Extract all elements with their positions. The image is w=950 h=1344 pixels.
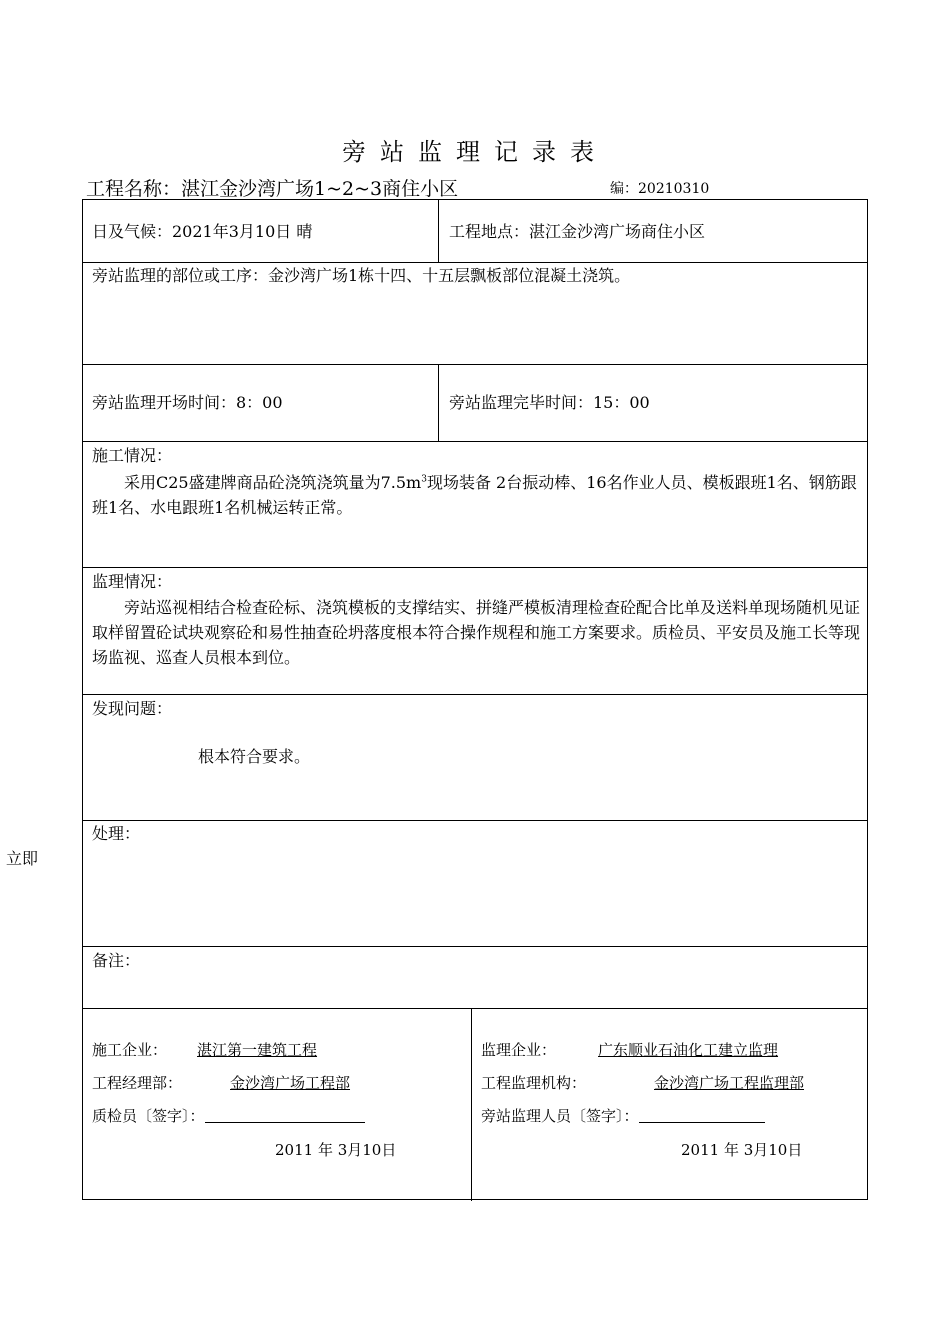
project-location: 工程地点：湛江金沙湾广场商住小区 bbox=[449, 222, 706, 241]
supervisor-company-label: 监理企业： bbox=[481, 1041, 557, 1059]
project-name: 工程名称：湛江金沙湾广场1~2~3商住小区 bbox=[86, 178, 459, 200]
contractor-dept bbox=[92, 1073, 398, 1093]
column-divider bbox=[438, 200, 439, 262]
contractor-company bbox=[92, 1040, 317, 1060]
remarks-label: 备注： bbox=[92, 951, 141, 970]
supervisor-signature-line[interactable] bbox=[639, 1107, 765, 1123]
handling-label: 处理： bbox=[92, 824, 141, 843]
supervision-text: 旁站巡视相结合检查砼标、浇筑模板的支撑结实、拼缝严模板清理检查砼配合比单及送料单现场随机见证取样留置砼试块观察砼和易性抽查砼坍落度根本符合操作规程和施工方案要求。质检员、平安员及施工长等现场监视、巡查人员根本到位。 bbox=[92, 598, 861, 667]
row-divider bbox=[83, 820, 867, 821]
contractor-inspector bbox=[92, 1106, 365, 1126]
row-divider bbox=[83, 1008, 867, 1009]
problems-text: 根本符合要求。 bbox=[198, 747, 311, 766]
date-weather: 日及气候：2021年3月10日 晴 bbox=[92, 222, 313, 241]
supervisor-org-label: 工程监理机构： bbox=[481, 1074, 587, 1092]
supervisor-org bbox=[481, 1073, 804, 1093]
row-divider bbox=[83, 694, 867, 695]
construction-text-b: 现场装备 2台振动棒、16名作业人员、模板跟班1名、钢筋跟班1名、水电跟班1名机械运转正常。 bbox=[92, 473, 857, 517]
column-divider bbox=[438, 364, 439, 441]
page-title: 旁站监理记录表 bbox=[342, 138, 608, 166]
superscript-cubed: 3 bbox=[421, 474, 427, 485]
supervisor-date: 2011 年 3月10日 bbox=[681, 1141, 803, 1159]
row-divider bbox=[83, 946, 867, 947]
supervision-label: 监理情况： bbox=[92, 572, 173, 591]
contractor-date: 2011 年 3月10日 bbox=[275, 1141, 397, 1159]
construction-label: 施工情况： bbox=[92, 446, 173, 465]
column-divider bbox=[471, 1008, 472, 1201]
inspector-label: 质检员〔签字〕： bbox=[92, 1107, 205, 1125]
row-divider bbox=[83, 567, 867, 568]
serial-number: 编：20210310 bbox=[610, 181, 710, 197]
end-time: 旁站监理完毕时间：15：00 bbox=[449, 393, 650, 412]
inspector-signature-line[interactable] bbox=[205, 1107, 365, 1123]
problems-label: 发现问题： bbox=[92, 699, 173, 718]
row-divider bbox=[83, 364, 867, 365]
supervisor-company bbox=[481, 1040, 778, 1060]
contractor-dept-label: 工程经理部： bbox=[92, 1074, 183, 1092]
supervisor-company-value: 广东顺业石油化工建立监理 bbox=[598, 1041, 779, 1059]
contractor-dept-value: 金沙湾广场工程部 bbox=[230, 1074, 351, 1092]
record-table bbox=[82, 199, 868, 1200]
contractor-company-value: 湛江第一建筑工程 bbox=[197, 1041, 318, 1059]
construction-text-a: 采用C25盛建牌商品砼浇筑浇筑量为7.5m bbox=[124, 473, 422, 492]
start-time: 旁站监理开场时间：8：00 bbox=[92, 393, 283, 412]
supervisor-person bbox=[481, 1106, 765, 1126]
row-divider bbox=[83, 262, 867, 263]
supervision-part: 旁站监理的部位或工序：金沙湾广场1栋十四、十五层飘板部位混凝土浇筑。 bbox=[92, 266, 631, 285]
side-note: 立即 bbox=[6, 849, 39, 868]
supervisor-person-label: 旁站监理人员〔签字〕： bbox=[481, 1107, 639, 1125]
contractor-company-label: 施工企业： bbox=[92, 1041, 168, 1059]
row-divider bbox=[83, 441, 867, 442]
construction-text bbox=[92, 470, 860, 520]
supervisor-org-value: 金沙湾广场工程监理部 bbox=[654, 1074, 805, 1092]
